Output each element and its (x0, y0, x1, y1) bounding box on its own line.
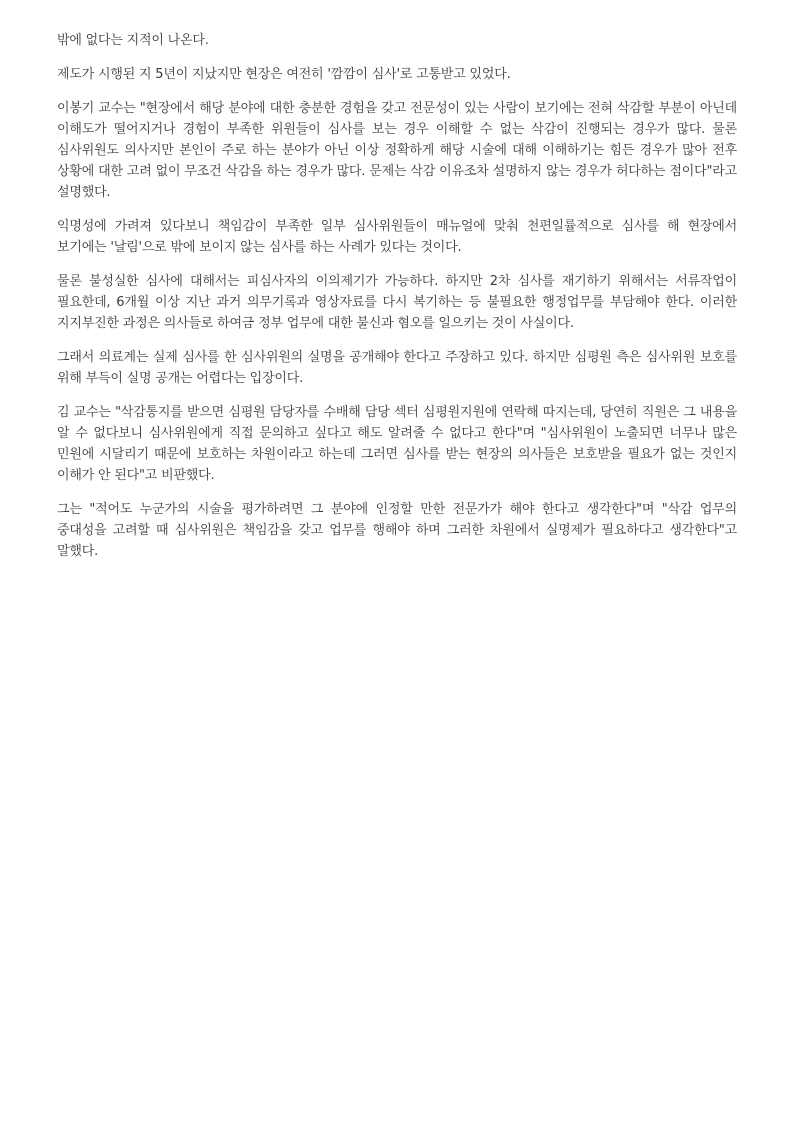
paragraph-1: 밖에 없다는 지적이 나온다. (57, 33, 209, 48)
paragraph-8: 그는 "적어도 누군가의 시술을 평가하려면 그 분야에 인정할 만한 전문가가 해야 한다고 생각한다"며 "삭감 업무의 중대성을 고려할 때 심사위원은 책임감을 갖고 업무를 행해야 하며 그러한 차원에서 실명제가 필요하다고 생각한다"고 말했다. (57, 502, 737, 559)
paragraph-3: 이봉기 교수는 "현장에서 해당 분야에 대한 충분한 경험을 갖고 전문성이 있는 사람이 보기에는 전혀 삭감할 부분이 아닌데 이해도가 떨어지거나 경험이 부족한 위원들이 심사를 보는 경우 이해할 수 없는 삭감이 진행되는 경우가 많다. 물론 심사위원도 의사지만 본인이 주로 하는 분야가 아닌 이상 정확하게 해당 시술에 대해 이해하기는 힘든 경우가 많아 전후 상황에 대한 고려 없이 무조건 삭감을 하는 경우가 많다. 문제는 삭감 이유조차 설명하지 않는 경우가 허다하는 점이다"라고 설명했다. (57, 101, 737, 200)
paragraph-7: 김 교수는 "삭감통지를 받으면 심평원 담당자를 수배해 담당 섹터 심평원지원에 연락해 따지는데, 당연히 직원은 그 내용을 알 수 없다보니 심사위원에게 직접 문의하고 싶다고 해도 알려줄 수 없다고 한다"며 "심사위원이 노출되면 너무나 많은 민원에 시달리기 때문에 보호하는 차원이라고 하는데 그러면 심사를 받는 현장의 의사들은 보호받을 필요가 없는 것인지 이해가 안 된다"고 비판했다. (57, 405, 737, 483)
paragraph-5: 물론 불성실한 심사에 대해서는 피심사자의 이의제기가 가능하다. 하지만 2차 심사를 재기하기 위해서는 서류작업이 필요한데, 6개월 이상 지난 과거 의무기록과 영상자료를 다시 복기하는 등 불필요한 행정업무를 부담해야 한다. 이러한 지지부진한 과정은 의사들로 하여금 정부 업무에 대한 불신과 혐오를 일으키는 것이 사실이다. (57, 274, 737, 331)
paragraph-4: 익명성에 가려져 있다보니 책임감이 부족한 일부 심사위원들이 매뉴얼에 맞춰 천편일률적으로 심사를 해 현장에서 보기에는 '날림'으로 밖에 보이지 않는 심사를 하는 사례가 있다는 것이다. (57, 219, 737, 255)
paragraph-2: 제도가 시행된 지 5년이 지났지만 현장은 여전히 '깜깜이 심사'로 고통받고 있었다. (57, 67, 511, 82)
article-body (57, 30, 737, 575)
paragraph-6: 그래서 의료계는 실제 심사를 한 심사위원의 실명을 공개해야 한다고 주장하고 있다. 하지만 심평원 측은 심사위원 보호를 위해 부득이 실명 공개는 어렵다는 입장이다. (57, 350, 737, 386)
